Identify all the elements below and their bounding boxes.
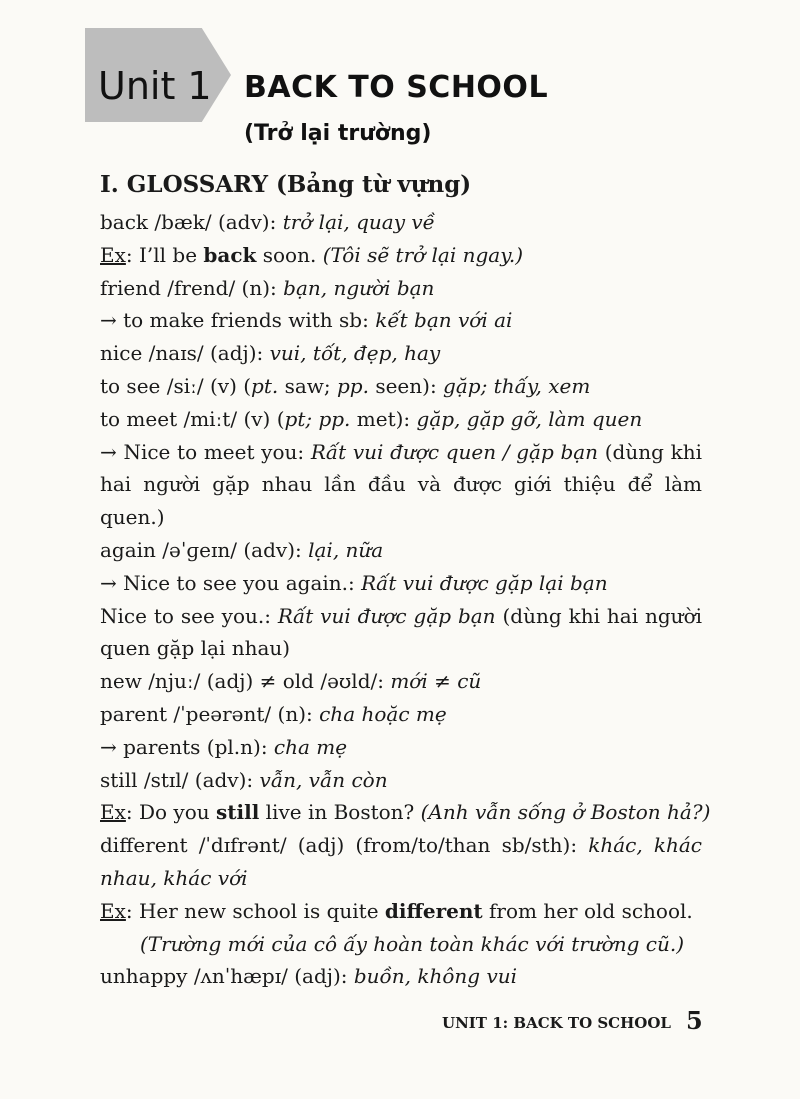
glossary-entry-parent: parent /ˈpeərənt/ (n): cha hoặc mẹ xyxy=(100,701,447,726)
glossary-entry-different: different /ˈdɪfrənt/ (adj) (from/to/than sb/sth): khác, khác nhau, khác với xyxy=(100,833,702,890)
unit-subtitle: (Trở lại trường) xyxy=(244,121,432,146)
example-still: Ex: Do you still live in Boston? (Anh vẫn sống ở Boston hả?) xyxy=(100,800,711,825)
glossary-list xyxy=(100,206,711,993)
glossary-entry-nice: nice /naɪs/ (adj): vui, tốt, đẹp, hay xyxy=(100,341,441,366)
example-different-translation: (Trường mới của cô ấy hoàn toàn khác với trường cũ.) xyxy=(140,931,685,956)
glossary-entry-nice-to-see: Nice to see you.: Rất vui được gặp bạn (dùng khi hai người quen gặp lại nhau) xyxy=(100,603,703,661)
section-heading: I. GLOSSARY (Bảng từ vựng) xyxy=(100,171,472,198)
unit-title: BACK TO SCHOOL xyxy=(244,70,549,105)
glossary-entry-unhappy: unhappy /ʌnˈhæpɪ/ (adj): buồn, không vui xyxy=(100,964,518,989)
glossary-entry-meet: to meet /miːt/ (v) (pt; pp. met): gặp, gặp gỡ, làm quen xyxy=(100,406,643,431)
running-footer: UNIT 1: BACK TO SCHOOL xyxy=(442,1014,671,1032)
unit-label: Unit 1 xyxy=(98,64,212,108)
glossary-entry-see: to see /siː/ (v) (pt. saw; pp. seen): gặp; thấy, xem xyxy=(100,373,591,398)
glossary-entry-new: new /njuː/ (adj) ≠ old /əʊld/: mới ≠ cũ xyxy=(100,669,482,694)
glossary-entry-back: back /bæk/ (adv): trở lại, quay về xyxy=(100,210,435,234)
glossary-entry-still: still /stɪl/ (adv): vẫn, vẫn còn xyxy=(100,767,388,792)
glossary-entry-nice-to-see-again: → Nice to see you again.: Rất vui được gặp lại bạn xyxy=(100,570,608,595)
glossary-entry-friend: friend /frend/ (n): bạn, người bạn xyxy=(100,275,435,300)
example-back: Ex: I’ll be back soon. (Tôi sẽ trở lại ngay.) xyxy=(100,242,524,267)
page-number: 5 xyxy=(686,1006,703,1035)
example-different: Ex: Her new school is quite different from her old school. xyxy=(100,898,693,923)
glossary-entry-make-friends: → to make friends with sb: kết bạn với ai xyxy=(100,308,513,333)
glossary-entry-nice-to-meet: → Nice to meet you: Rất vui được quen / gặp bạn (dùng khi hai người gặp nhau lần đầu và được giới thiệu để làm quen.) xyxy=(100,439,702,530)
glossary-entry-parents: → parents (pl.n): cha mẹ xyxy=(100,734,348,759)
glossary-entry-again: again /əˈɡeɪn/ (adv): lại, nữa xyxy=(100,537,384,562)
